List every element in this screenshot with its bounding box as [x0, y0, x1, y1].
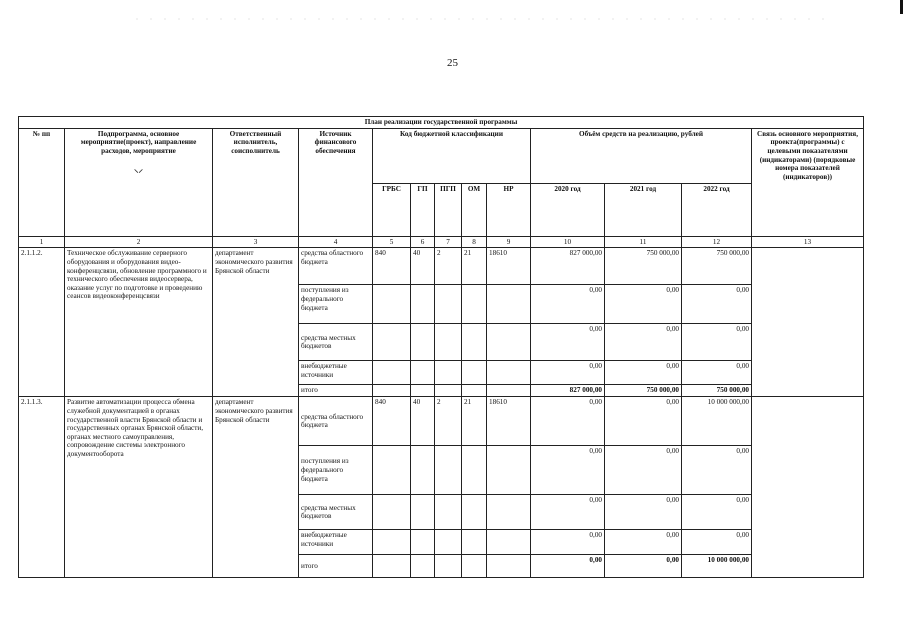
source-cell: внебюджетные источники [299, 361, 373, 385]
amount-2020: 0,00 [531, 324, 605, 361]
item-executor: департамент экономического развития Брянской области [213, 248, 299, 397]
table-row [19, 248, 864, 285]
header-2021: 2021 год [605, 183, 682, 236]
pgp-cell [435, 446, 462, 495]
header-kbk: Код бюджетной классификации [373, 128, 531, 183]
amount-2021: 0,00 [605, 361, 682, 385]
pgp-cell: 2 [435, 248, 462, 285]
total-2020: 0,00 [531, 555, 605, 578]
header-executor: Ответственный исполнитель, соисполнитель [213, 128, 299, 236]
header-gp: ГП [411, 183, 435, 236]
program-plan-table [18, 116, 864, 578]
page-number: 25 [447, 57, 458, 69]
amount-2021: 0,00 [605, 285, 682, 324]
grbs-cell [373, 446, 411, 495]
amount-2021: 0,00 [605, 397, 682, 446]
source-cell: средства областного бюджета [299, 248, 373, 285]
grbs-cell [373, 495, 411, 530]
gp-cell [411, 324, 435, 361]
total-2022: 10 000 000,00 [682, 555, 752, 578]
amount-2022: 0,00 [682, 446, 752, 495]
amount-2022: 0,00 [682, 530, 752, 555]
gp-cell: 40 [411, 248, 435, 285]
source-cell: средства областного бюджета [299, 397, 373, 446]
table-row [19, 397, 864, 446]
np-cell: 18610 [487, 397, 531, 446]
om-cell [462, 285, 487, 324]
grbs-cell [373, 324, 411, 361]
pgp-cell [435, 285, 462, 324]
source-cell: итого [299, 555, 373, 578]
np-cell [487, 361, 531, 385]
amount-2022: 750 000,00 [682, 248, 752, 285]
grbs-cell: 840 [373, 397, 411, 446]
grbs-cell [373, 285, 411, 324]
amount-2021: 0,00 [605, 446, 682, 495]
amount-2021: 0,00 [605, 530, 682, 555]
gp-cell [411, 361, 435, 385]
gp-cell [411, 285, 435, 324]
item-subprogram: Техническое обслуживание серверного оборудования и оборудования видео-конференцсвязи, обновление программного и технического обеспечения видеосервера, оказание услуг по подготовке и проведению сеансов видеоконференцсвязи [65, 248, 213, 397]
amount-2020: 0,00 [531, 397, 605, 446]
header-source: Источник финансового обеспечения [299, 128, 373, 236]
item-executor: департамент экономического развития Брянской области [213, 397, 299, 578]
grbs-cell: 840 [373, 248, 411, 285]
header-volume: Объём средств на реализацию, рублей [531, 128, 752, 183]
scan-noise [130, 18, 830, 20]
source-cell: поступления из федерального бюджета [299, 446, 373, 495]
np-cell: 18610 [487, 248, 531, 285]
total-2021: 750 000,00 [605, 385, 682, 397]
pgp-cell: 2 [435, 397, 462, 446]
pgp-cell [435, 361, 462, 385]
gp-cell [411, 495, 435, 530]
column-index-row: 1 2 3 4 5 6 7 8 9 10 11 12 13 [19, 236, 864, 248]
np-cell [487, 285, 531, 324]
amount-2022: 0,00 [682, 324, 752, 361]
header-om: ОМ [462, 183, 487, 236]
header-num: № пп [19, 128, 65, 236]
total-2020: 827 000,00 [531, 385, 605, 397]
om-cell [462, 530, 487, 555]
amount-2020: 827 000,00 [531, 248, 605, 285]
amount-2020: 0,00 [531, 361, 605, 385]
pgp-cell [435, 530, 462, 555]
grbs-cell [373, 385, 411, 397]
gp-cell [411, 530, 435, 555]
amount-2020: 0,00 [531, 495, 605, 530]
header-subprogram: Подпрограмма, основное мероприятие(проект), направление расходов, мероприятие ⸜⸝ [65, 128, 213, 236]
om-cell [462, 495, 487, 530]
header-pgp: ПГП [435, 183, 462, 236]
indicator-link-cell [752, 397, 864, 578]
total-2021: 0,00 [605, 555, 682, 578]
indicator-link-cell [752, 248, 864, 397]
pgp-cell [435, 324, 462, 361]
header-2022: 2022 год [682, 183, 752, 236]
om-cell [462, 385, 487, 397]
grbs-cell [373, 361, 411, 385]
amount-2020: 0,00 [531, 446, 605, 495]
pgp-cell [435, 385, 462, 397]
item-number: 2.1.1.3. [19, 397, 65, 578]
source-cell: средства местных бюджетов [299, 495, 373, 530]
pgp-cell [435, 495, 462, 530]
scan-mark: ⸜⸝ [133, 163, 143, 174]
amount-2022: 0,00 [682, 285, 752, 324]
np-cell [487, 495, 531, 530]
amount-2020: 0,00 [531, 285, 605, 324]
np-cell [487, 530, 531, 555]
source-cell: средства местных бюджетов [299, 324, 373, 361]
gp-cell [411, 385, 435, 397]
source-cell: итого [299, 385, 373, 397]
om-cell [462, 555, 487, 578]
om-cell: 21 [462, 248, 487, 285]
om-cell: 21 [462, 397, 487, 446]
amount-2022: 10 000 000,00 [682, 397, 752, 446]
header-grbs: ГРБС [373, 183, 411, 236]
gp-cell [411, 446, 435, 495]
grbs-cell [373, 555, 411, 578]
grbs-cell [373, 530, 411, 555]
np-cell [487, 446, 531, 495]
header-np: НР [487, 183, 531, 236]
om-cell [462, 446, 487, 495]
amount-2021: 0,00 [605, 324, 682, 361]
gp-cell [411, 555, 435, 578]
amount-2021: 0,00 [605, 495, 682, 530]
source-cell: внебюджетные источники [299, 530, 373, 555]
amount-2022: 0,00 [682, 495, 752, 530]
item-subprogram: Развитие автоматизации процесса обмена служебной документацией в органах государственной власти Брянской области и государственных органах Брянской области, органах местного самоуправления, сопровождение системы электронного документооборота [65, 397, 213, 578]
amount-2020: 0,00 [531, 530, 605, 555]
table-title: План реализации государственной программы [19, 117, 864, 129]
item-number: 2.1.1.2. [19, 248, 65, 397]
scan-edge-mark [900, 0, 903, 14]
amount-2021: 750 000,00 [605, 248, 682, 285]
np-cell [487, 324, 531, 361]
source-cell: поступления из федерального бюджета [299, 285, 373, 324]
total-2022: 750 000,00 [682, 385, 752, 397]
np-cell [487, 385, 531, 397]
amount-2022: 0,00 [682, 361, 752, 385]
om-cell [462, 361, 487, 385]
pgp-cell [435, 555, 462, 578]
header-link: Связь основного мероприятия, проекта(программы) с целевыми показателями (индикаторами) (порядковые номера показателей (индикаторов)) [752, 128, 864, 236]
gp-cell: 40 [411, 397, 435, 446]
header-2020: 2020 год [531, 183, 605, 236]
np-cell [487, 555, 531, 578]
om-cell [462, 324, 487, 361]
